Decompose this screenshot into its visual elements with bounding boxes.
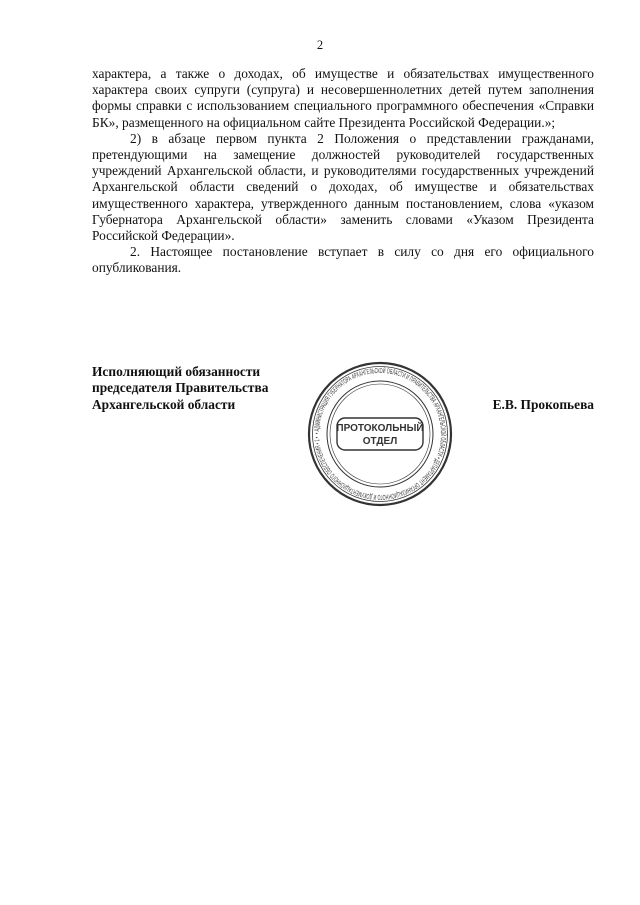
signatory-position-line: председателя Правительства: [92, 380, 269, 396]
page-number: 2: [316, 38, 324, 52]
paragraph-entry-into-force: 2. Настоящее постановление вступает в силу со дня его официального опубликования.: [92, 244, 594, 276]
signatory-name: Е.В. Прокопьева: [492, 397, 594, 412]
seal-middle-ring: [327, 381, 433, 487]
official-seal-stamp: [307, 361, 453, 507]
seal-center-text-line1: ПРОТОКОЛЬНЫЙ: [336, 423, 424, 434]
document-body: [92, 66, 594, 277]
seal-center-text-line2: ОТДЕЛ: [362, 436, 398, 447]
paragraph-continuation: характера, а также о доходах, об имуществе и обязательствах имущественного характера своих супруги (супруга) и несовершеннолетних детей путем заполнения формы справки с использованием специального программного обеспечения «Справки БК», размещенного на официальном сайте Президента Российской Федерации.»;: [92, 66, 594, 130]
signatory-position: [92, 364, 268, 413]
signatory-position-line: Архангельской области: [92, 396, 236, 412]
seal-circular-text: • АДМИНИСТРАЦИЯ ГУБЕРНАТОРА АРХАНГЕЛЬСКОЙ ОБЛАСТИ И ПРАВИТЕЛЬСТВА АРХАНГЕЛЬСКОЙ ОБЛАСТИ • ДЕПАРТАМЕНТ ОРГАНИЗАЦИОННОГО И ДОКУМЕНТАЦИОННОГО ОБЕСПЕЧЕНИЯ • 1 •: [311, 365, 449, 503]
seal-middle-ring-inner: [330, 384, 430, 484]
paragraph-amendment-item-2: 2) в абзаце первом пункта 2 Положения о представлении гражданами, претендующими на замещение должностей руководителей государственных учреждений Архангельской области, и руководителями государственных учреждений Архангельской области сведений о доходах, об имуществе и обязательствах имущественного характера, утвержденного данным постановлением, слова «указом Губернатора Архангельской области» заменить словами «Указом Президента Российской Федерации».: [92, 130, 594, 244]
signatory-position-line: Исполняющий обязанности: [92, 364, 261, 379]
